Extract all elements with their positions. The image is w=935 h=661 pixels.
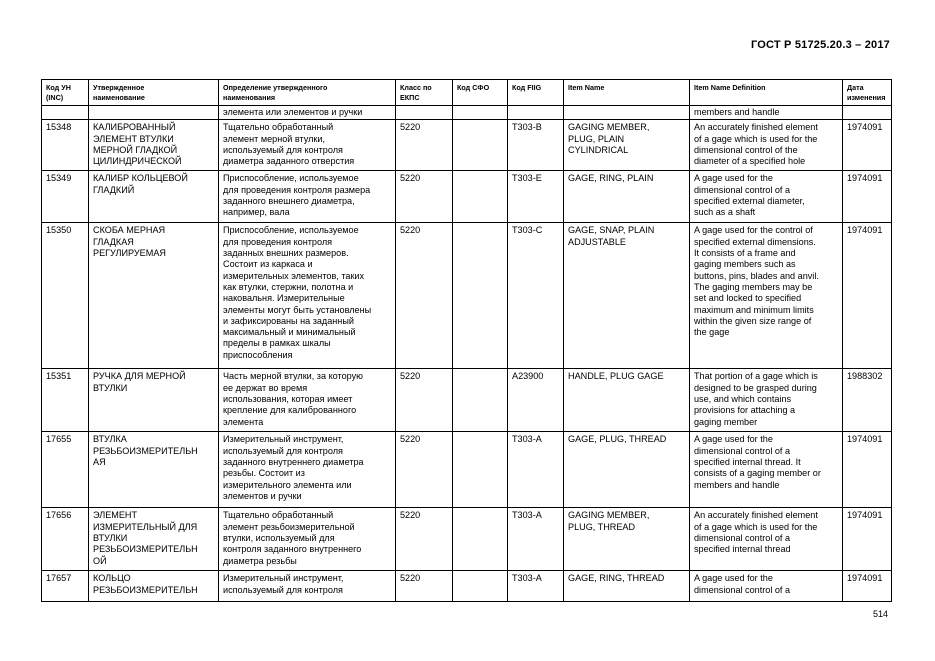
cell-definition-en: A gage used for the dimensional control of a [690, 571, 843, 602]
cell-fiig: A23900 [508, 369, 564, 432]
cell-name-ru: ВТУЛКА РЕЗЬБОИЗМЕРИТЕЛЬН АЯ [89, 432, 219, 508]
cell-definition-ru: Измерительный инструмент, используемый для контроля заданного внутреннего диаметра резьбы. Состоит из измерительного элемента или элементов и ручки [219, 432, 396, 508]
cell-sfo [453, 432, 508, 508]
cell-name-ru: СКОБА МЕРНАЯ ГЛАДКАЯ РЕГУЛИРУЕМАЯ [89, 223, 219, 369]
cell-sfo [453, 369, 508, 432]
cell-definition-ru: Измерительный инструмент, используемый для контроля [219, 571, 396, 602]
cell-definition-en: That portion of a gage which is designed to be grasped during use, and which contains provisions for attaching a gaging member [690, 369, 843, 432]
table-row-continuation [42, 106, 892, 120]
cell-name-ru [89, 106, 219, 120]
cell-fiig: T303-C [508, 223, 564, 369]
cell-sfo [453, 120, 508, 171]
cell-class [396, 106, 453, 120]
page-number: 514 [872, 609, 888, 619]
cell-item-name: HANDLE, PLUG GAGE [564, 369, 690, 432]
cell-item-name: GAGE, RING, THREAD [564, 571, 690, 602]
cell-definition-en: members and handle [690, 106, 843, 120]
cell-class: 5220 [396, 369, 453, 432]
table-row [42, 369, 892, 432]
cell-date: 1974091 [843, 508, 892, 571]
cell-date: 1974091 [843, 223, 892, 369]
cell-fiig: T303-A [508, 432, 564, 508]
cell-date: 1974091 [843, 432, 892, 508]
cell-name-ru: КАЛИБР КОЛЬЦЕВОЙ ГЛАДКИЙ [89, 171, 219, 223]
cell-definition-ru: Приспособление, используемое для проведения контроля заданных внешних размеров. Состоит из каркаса и измерительных элементов, таких как втулки, стержни, полотна и наковальня. Измерительные элементы могут быть установлены и зафиксированы на заданный максимальный и минимальный пределы в рамках шкалы приспособления [219, 223, 396, 369]
cell-definition-en: An accurately finished element of a gage which is used for the dimensional control of a specified internal thread [690, 508, 843, 571]
table-row [42, 120, 892, 171]
cell-class: 5220 [396, 571, 453, 602]
cell-fiig: T303-B [508, 120, 564, 171]
cell-date: 1988302 [843, 369, 892, 432]
cell-definition-en: A gage used for the dimensional control of a specified external diameter, such as a shaft [690, 171, 843, 223]
cell-date: 1974091 [843, 171, 892, 223]
cell-date: 1974091 [843, 120, 892, 171]
cell-class: 5220 [396, 223, 453, 369]
cell-sfo [453, 508, 508, 571]
header-ekps-class: Класс по ЕКПС [396, 80, 453, 106]
cell-name-ru: РУЧКА ДЛЯ МЕРНОЙ ВТУЛКИ [89, 369, 219, 432]
cell-fiig: T303-A [508, 508, 564, 571]
cell-item-name: GAGING MEMBER, PLUG, PLAIN CYLINDRICAL [564, 120, 690, 171]
header-fiig-code: Код FIIG [508, 80, 564, 106]
document-standard-header: ГОСТ Р 51725.20.3 – 2017 [750, 39, 890, 51]
table-row [42, 171, 892, 223]
cell-class: 5220 [396, 432, 453, 508]
cell-date: 1974091 [843, 571, 892, 602]
table-row [42, 508, 892, 571]
cell-sfo [453, 223, 508, 369]
cell-definition-ru: Тщательно обработанный элемент мерной втулки, используемый для контроля диаметра заданного отверстия [219, 120, 396, 171]
cell-name-ru: КАЛИБРОВАННЫЙ ЭЛЕМЕНТ ВТУЛКИ МЕРНОЙ ГЛАДКОЙ ЦИЛИНДРИЧЕСКОЙ [89, 120, 219, 171]
cell-fiig: T303-A [508, 571, 564, 602]
cell-item-name [564, 106, 690, 120]
cell-sfo [453, 106, 508, 120]
header-item-name-definition: Item Name Definition [690, 80, 843, 106]
cell-class: 5220 [396, 508, 453, 571]
cell-inc: 15349 [42, 171, 89, 223]
cell-sfo [453, 571, 508, 602]
cell-inc: 17656 [42, 508, 89, 571]
cell-definition-en: A gage used for the dimensional control of a specified internal thread. It consists of a gaging member or members and handle [690, 432, 843, 508]
header-name-definition: Определение утвержденного наименования [219, 80, 396, 106]
cell-name-ru: ЭЛЕМЕНТ ИЗМЕРИТЕЛЬНЫЙ ДЛЯ ВТУЛКИ РЕЗЬБОИЗМЕРИТЕЛЬН ОЙ [89, 508, 219, 571]
cell-definition-ru: элемента или элементов и ручки [219, 106, 396, 120]
cell-definition-ru: Тщательно обработанный элемент резьбоизмерительной втулки, используемый для контроля заданного внутреннего диаметра резьбы [219, 508, 396, 571]
header-sfo-code: Код СФО [453, 80, 508, 106]
cell-inc: 15351 [42, 369, 89, 432]
cell-definition-ru: Приспособление, используемое для проведения контроля размера заданного внешнего диаметра, например, вала [219, 171, 396, 223]
cell-inc: 17657 [42, 571, 89, 602]
cell-item-name: GAGING MEMBER, PLUG, THREAD [564, 508, 690, 571]
catalog-table [41, 79, 892, 602]
header-item-name: Item Name [564, 80, 690, 106]
cell-class: 5220 [396, 120, 453, 171]
table-row [42, 432, 892, 508]
cell-inc [42, 106, 89, 120]
cell-date [843, 106, 892, 120]
cell-inc: 17655 [42, 432, 89, 508]
cell-fiig [508, 106, 564, 120]
cell-class: 5220 [396, 171, 453, 223]
cell-inc: 15348 [42, 120, 89, 171]
cell-fiig: T303-E [508, 171, 564, 223]
table-header-row [42, 80, 892, 106]
cell-sfo [453, 171, 508, 223]
header-change-date: Дата изменения [843, 80, 892, 106]
table-row [42, 223, 892, 369]
cell-item-name: GAGE, PLUG, THREAD [564, 432, 690, 508]
cell-definition-en: A gage used for the control of specified external dimensions. It consists of a frame and gaging members such as buttons, pins, blades and anvil. The gaging members may be set and locked to specified maximum and minimum limits within the given size range of the gage [690, 223, 843, 369]
cell-definition-en: An accurately finished element of a gage which is used for the dimensional control of the diameter of a specified hole [690, 120, 843, 171]
cell-definition-ru: Часть мерной втулки, за которую ее держат во время использования, которая имеет крепление для калиброванного элемента [219, 369, 396, 432]
cell-item-name: GAGE, RING, PLAIN [564, 171, 690, 223]
table-row [42, 571, 892, 602]
header-inc-code: Код УН (INC) [42, 80, 89, 106]
cell-inc: 15350 [42, 223, 89, 369]
cell-name-ru: КОЛЬЦО РЕЗЬБОИЗМЕРИТЕЛЬН [89, 571, 219, 602]
cell-item-name: GAGE, SNAP, PLAIN ADJUSTABLE [564, 223, 690, 369]
header-approved-name: Утвержденное наименование [89, 80, 219, 106]
